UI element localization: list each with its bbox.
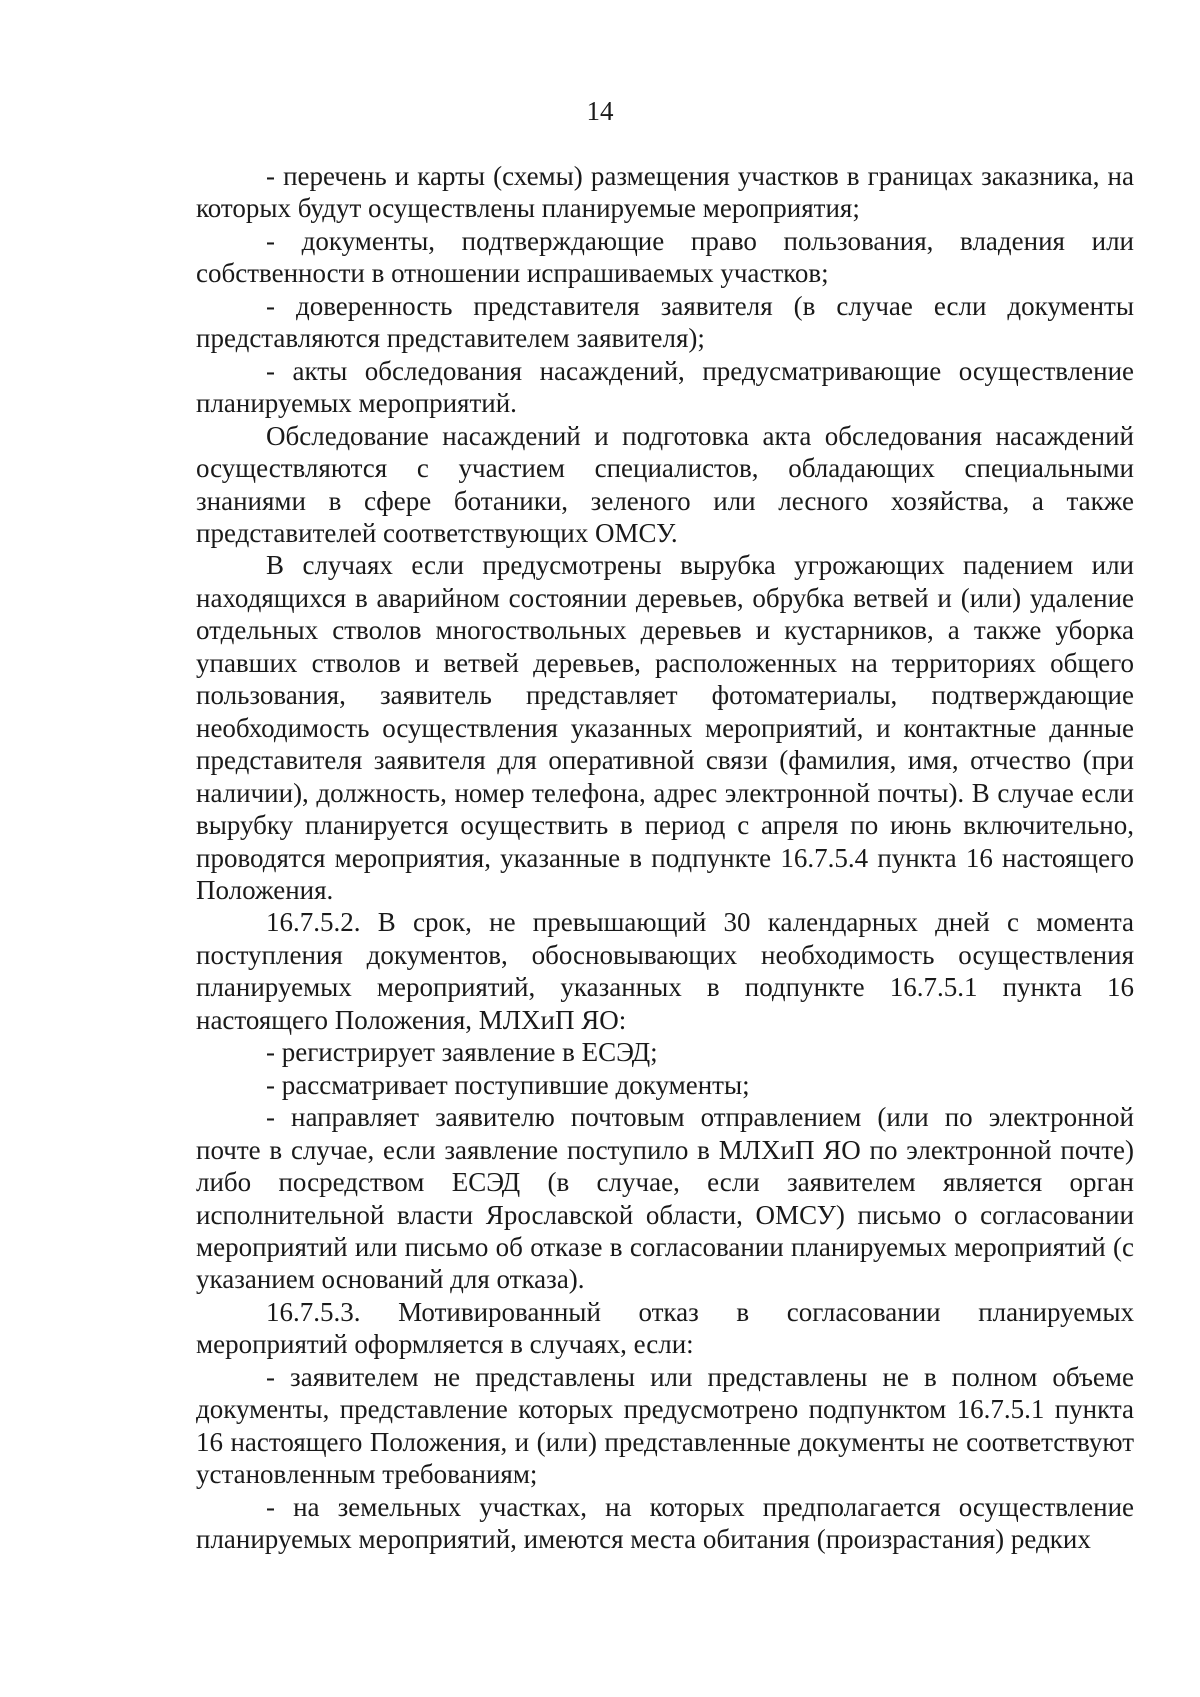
page-number: 14 [586,96,614,126]
paragraph-list-item-inspection-acts: - акты обследования насаждений, предусматривающие осуществление планируемых мероприятий. [196,355,1134,419]
paragraph-list-item-register: - регистрирует заявление в ЕСЭД; [266,1037,658,1068]
paragraph-16-7-5-2: 16.7.5.2. В срок, не превышающий 30 календарных дней с момента поступления документов, обосновывающих необходимость осуществления планируемых мероприятий, указанных в подпункте 16.7.5.1 пункта 16 настоящего Положения, МЛХиП ЯО: [196,907,1134,1035]
paragraph-list-item-review: - рассматривает поступившие документы; [266,1069,750,1100]
paragraph-16-7-5-3: 16.7.5.3. Мотивированный отказ в согласовании планируемых мероприятий оформляется в случаях, если: [196,1296,1134,1360]
paragraph-inspection: Обследование насаждений и подготовка акта обследования насаждений осуществляются с участием специалистов, обладающих специальными знаниями в сфере ботаники, зеленого или лесного хозяйства, а также представителей соответствующих ОМСУ. [196,420,1134,548]
paragraph-list-item-documents: - документы, подтверждающие право пользования, владения или собственности в отношении испрашиваемых участков; [196,225,1134,289]
paragraph-list-item-send-letter: - направляет заявителю почтовым отправлением (или по электронной почте в случае, если заявление поступило в МЛХиП ЯО по электронной почте) либо посредством ЕСЭД (в случае, если заявителем является орган исполнительной власти Ярославской области, ОМСУ) письмо о согласовании мероприятий или письмо об отказе в согласовании планируемых мероприятий (с указанием оснований для отказа). [196,1102,1134,1295]
paragraph-list-item-habitats: - на земельных участках, на которых предполагается осуществление планируемых мероприятий, имеются места обитания (произрастания) редких [196,1491,1134,1555]
document-body [196,160,1134,1555]
paragraph-list-item-map: - перечень и карты (схемы) размещения участков в границах заказника, на которых будут осуществлены планируемые мероприятия; [196,161,1134,224]
paragraph-dangerous-trees: В случаях если предусмотрены вырубка угрожающих падением или находящихся в аварийном состоянии деревьев, обрубка ветвей и (или) удаление отдельных стволов многоствольных деревьев и кустарников, а также уборка упавших стволов и ветвей деревьев, расположенных на территориях общего пользования, заявитель представляет фотоматериалы, подтверждающие необходимость осуществления указанных мероприятий, и контактные данные представителя заявителя для оперативной связи (фамилия, имя, отчество (при наличии), должность, номер телефона, адрес электронной почты). В случае если вырубку планируется осуществить в период с апреля по июнь включительно, проводятся мероприятия, указанные в подпункте 16.7.5.4 пункта 16 настоящего Положения. [196,550,1134,905]
paragraph-list-item-incomplete-documents: - заявителем не представлены или представлены не в полном объеме документы, представление которых предусмотрено подпунктом 16.7.5.1 пункта 16 настоящего Положения, и (или) представленные документы не соответствуют установленным требованиям; [196,1361,1134,1490]
paragraph-list-item-power-of-attorney: - доверенность представителя заявителя (в случае если документы представляются представителем заявителя); [196,290,1134,354]
